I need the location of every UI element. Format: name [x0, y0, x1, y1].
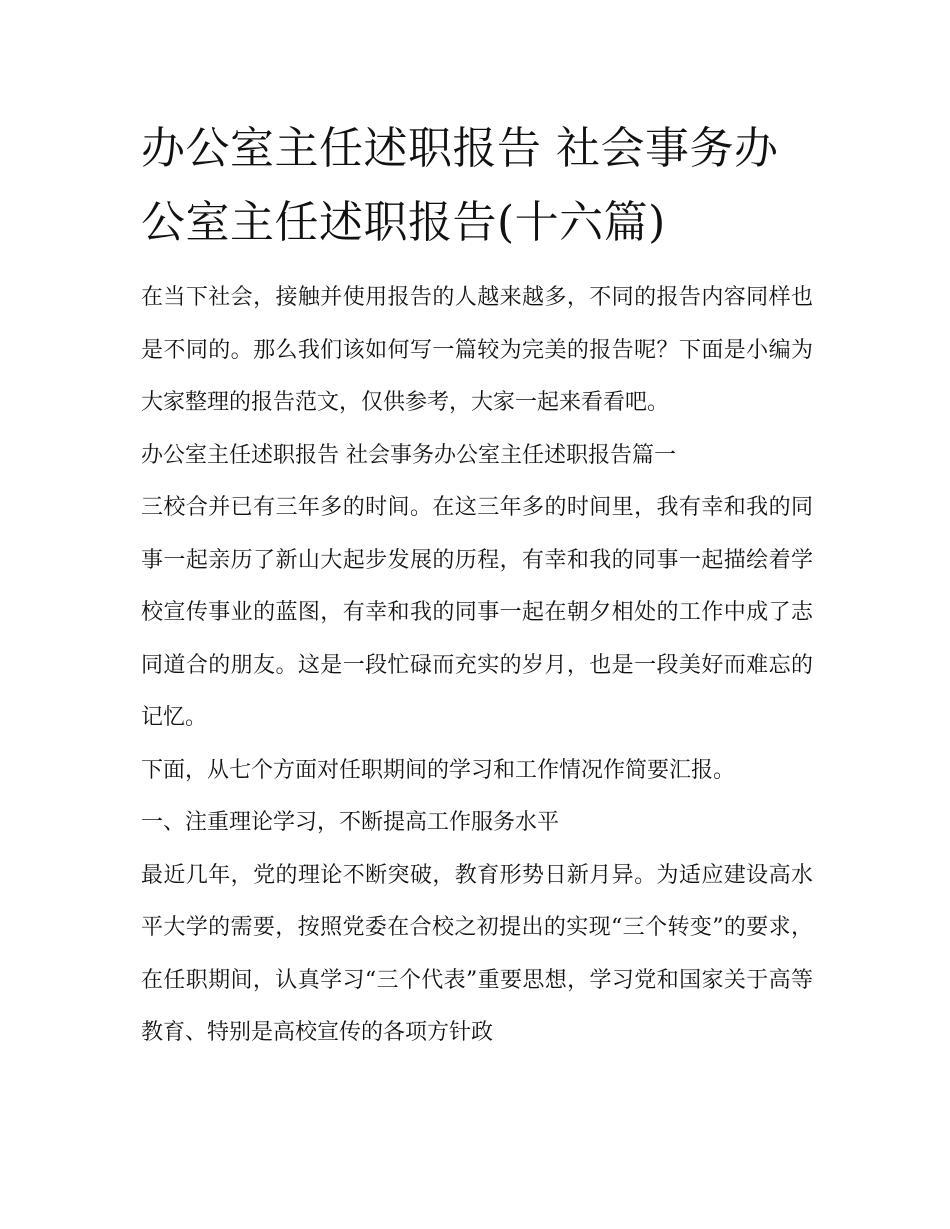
document-page	[141, 112, 813, 1060]
document-body	[141, 272, 813, 1060]
intro-paragraph: 在当下社会，接触并使用报告的人越来越多，不同的报告内容同样也是不同的。那么我们该如何写一篇较为完美的报告呢？下面是小编为大家整理的报告范文，仅供参考，大家一起来看看吧。	[141, 285, 813, 415]
body-paragraph: 下面，从七个方面对任职期间的学习和工作情况作简要汇报。	[141, 757, 736, 783]
section-heading: 办公室主任述职报告 社会事务办公室主任述职报告篇一	[141, 442, 676, 468]
subsection-heading: 一、注重理论学习，不断提高工作服务水平	[141, 810, 560, 835]
body-paragraph: 最近几年，党的理论不断突破，教育形势日新月异。为适应建设高水平大学的需要，按照党委在合校之初提出的实现“三个转变”的要求，在任职期间，认真学习“三个代表”重要思想，学习党和国家关于高等教育、特别是高校宣传的各项方针政	[141, 862, 813, 1045]
body-paragraph: 三校合并已有三年多的时间。在这三年多的时间里，我有幸和我的同事一起亲历了新山大起步发展的历程，有幸和我的同事一起描绘着学校宣传事业的蓝图，有幸和我的同事一起在朝夕相处的工作中成了志同道合的朋友。这是一段忙碌而充实的岁月，也是一段美好而难忘的记忆。	[141, 495, 813, 730]
document-title: 办公室主任述职报告 社会事务办公室主任述职报告(十六篇)	[141, 123, 779, 248]
